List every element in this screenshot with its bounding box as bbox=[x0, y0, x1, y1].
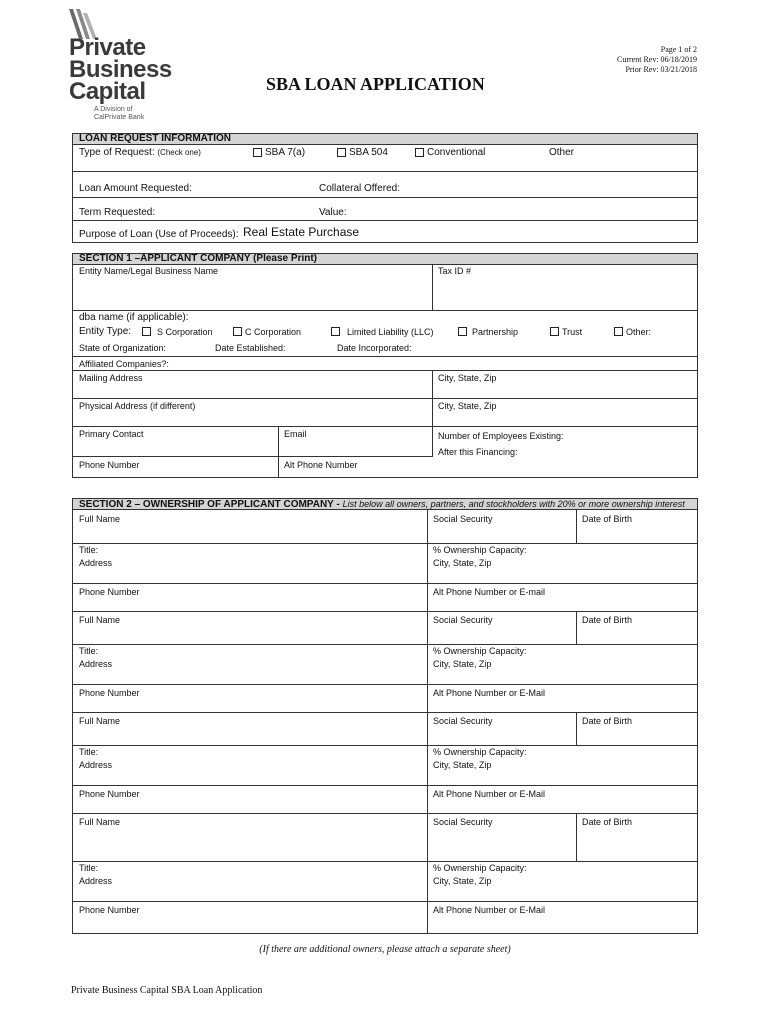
section1-header: SECTION 1 –APPLICANT COMPANY (Please Print) bbox=[73, 254, 697, 265]
section2-header: SECTION 2 – OWNERSHIP OF APPLICANT COMPANY - List below all owners, partners, and stockholders with 20% or more ownership interest bbox=[73, 499, 697, 510]
partnership-label: Partnership bbox=[472, 327, 519, 337]
collateral-field[interactable]: Collateral Offered: bbox=[319, 183, 400, 194]
state-org-field[interactable]: State of Organization: bbox=[79, 343, 167, 353]
owner-full-name-field[interactable]: Full Name bbox=[79, 615, 121, 625]
llc-checkbox[interactable] bbox=[331, 327, 340, 336]
owner-title-field[interactable]: Title: bbox=[79, 747, 99, 757]
email-field[interactable]: Email bbox=[284, 429, 307, 439]
owner-full-name-field[interactable]: Full Name bbox=[79, 817, 121, 827]
trust-label: Trust bbox=[562, 327, 583, 337]
term-field[interactable]: Term Requested: bbox=[79, 207, 156, 218]
c-corp-checkbox[interactable] bbox=[233, 327, 242, 336]
sba7a-label: SBA 7(a) bbox=[265, 147, 306, 158]
s-corp-label: S Corporation bbox=[157, 327, 213, 337]
employees-field[interactable]: Number of Employees Existing: bbox=[438, 431, 564, 441]
owner-ssn-field[interactable]: Social Security bbox=[433, 716, 493, 726]
entity-type-label: Entity Type: bbox=[79, 326, 132, 337]
other-entity-checkbox[interactable] bbox=[614, 327, 623, 336]
owner-phone-field[interactable]: Phone Number bbox=[79, 587, 140, 597]
owner-alt-phone-field[interactable]: Alt Phone Number or E-mail bbox=[433, 587, 546, 597]
owner-city-field[interactable]: City, State, Zip bbox=[433, 558, 492, 568]
owner-alt-phone-field[interactable]: Alt Phone Number or E-Mail bbox=[433, 905, 546, 915]
owner-title-field[interactable]: Title: bbox=[79, 646, 99, 656]
tax-id-field[interactable]: Tax ID # bbox=[438, 266, 472, 276]
purpose-label: Purpose of Loan (Use of Proceeds): bbox=[79, 229, 239, 240]
sba7a-checkbox[interactable] bbox=[253, 148, 262, 157]
owner-alt-phone-field[interactable]: Alt Phone Number or E-Mail bbox=[433, 789, 546, 799]
city-state-zip-field[interactable]: City, State, Zip bbox=[438, 373, 497, 383]
phone-field[interactable]: Phone Number bbox=[79, 460, 140, 470]
owner-city-field[interactable]: City, State, Zip bbox=[433, 760, 492, 770]
owner-alt-phone-field[interactable]: Alt Phone Number or E-Mail bbox=[433, 688, 546, 698]
owner-ownership-field[interactable]: % Ownership Capacity: bbox=[433, 545, 527, 555]
loan-amount-field[interactable]: Loan Amount Requested: bbox=[79, 183, 192, 194]
document-title: SBA LOAN APPLICATION bbox=[266, 74, 485, 94]
physical-city-field[interactable]: City, State, Zip bbox=[438, 401, 497, 411]
company-logo: Private Business Capital bbox=[69, 34, 172, 105]
owner-phone-field[interactable]: Phone Number bbox=[79, 905, 140, 915]
owner-dob-field[interactable]: Date of Birth bbox=[582, 817, 633, 827]
affiliated-field[interactable]: Affiliated Companies?: bbox=[79, 359, 169, 369]
owner-ssn-field[interactable]: Social Security bbox=[433, 615, 493, 625]
mailing-address-field[interactable]: Mailing Address bbox=[79, 373, 143, 383]
revision-info: Page 1 of 2 Current Rev: 06/18/2019 Prior Rev: 03/21/2018 bbox=[617, 45, 697, 74]
trust-checkbox[interactable] bbox=[550, 327, 559, 336]
owner-address-field[interactable]: Address bbox=[79, 760, 113, 770]
sba504-label: SBA 504 bbox=[349, 147, 388, 158]
owner-dob-field[interactable]: Date of Birth bbox=[582, 716, 633, 726]
type-of-request-label: Type of Request: (Check one) bbox=[79, 147, 201, 158]
other-entity-label: Other: bbox=[626, 327, 652, 337]
owner-dob-field[interactable]: Date of Birth bbox=[582, 514, 633, 524]
c-corp-label: C Corporation bbox=[245, 327, 302, 337]
owner-full-name-field[interactable]: Full Name bbox=[79, 716, 121, 726]
loan-request-header: LOAN REQUEST INFORMATION bbox=[73, 134, 697, 145]
alt-phone-field[interactable]: Alt Phone Number bbox=[284, 460, 358, 470]
owner-city-field[interactable]: City, State, Zip bbox=[433, 659, 492, 669]
logo-subtitle: A Division of CalPrivate Bank bbox=[94, 106, 145, 121]
after-financing-field[interactable]: After this Financing: bbox=[438, 447, 518, 457]
owner-ownership-field[interactable]: % Ownership Capacity: bbox=[433, 646, 527, 656]
partnership-checkbox[interactable] bbox=[458, 327, 467, 336]
dba-field[interactable]: dba name (if applicable): bbox=[79, 312, 189, 323]
owner-title-field[interactable]: Title: bbox=[79, 545, 99, 555]
owner-dob-field[interactable]: Date of Birth bbox=[582, 615, 633, 625]
physical-address-field[interactable]: Physical Address (if different) bbox=[79, 401, 196, 411]
owner-title-field[interactable]: Title: bbox=[79, 863, 99, 873]
sba504-checkbox[interactable] bbox=[337, 148, 346, 157]
value-field[interactable]: Value: bbox=[319, 207, 347, 218]
purpose-value[interactable]: Real Estate Purchase bbox=[243, 225, 360, 239]
owner-ownership-field[interactable]: % Ownership Capacity: bbox=[433, 863, 527, 873]
owner-ssn-field[interactable]: Social Security bbox=[433, 514, 493, 524]
page-footer: Private Business Capital SBA Loan Application bbox=[71, 985, 263, 996]
owner-city-field[interactable]: City, State, Zip bbox=[433, 876, 492, 886]
owner-ownership-field[interactable]: % Ownership Capacity: bbox=[433, 747, 527, 757]
s-corp-checkbox[interactable] bbox=[142, 327, 151, 336]
other-label: Other bbox=[549, 147, 575, 158]
additional-owners-note: (If there are additional owners, please attach a separate sheet) bbox=[259, 944, 511, 955]
owner-address-field[interactable]: Address bbox=[79, 659, 113, 669]
owner-phone-field[interactable]: Phone Number bbox=[79, 789, 140, 799]
conventional-label: Conventional bbox=[427, 147, 486, 158]
llc-label: Limited Liability (LLC) bbox=[347, 327, 434, 337]
owner-address-field[interactable]: Address bbox=[79, 558, 113, 568]
entity-name-field[interactable]: Entity Name/Legal Business Name bbox=[79, 266, 219, 276]
owner-ssn-field[interactable]: Social Security bbox=[433, 817, 493, 827]
date-incorporated-field[interactable]: Date Incorporated: bbox=[337, 343, 412, 353]
owner-phone-field[interactable]: Phone Number bbox=[79, 688, 140, 698]
owner-full-name-field[interactable]: Full Name bbox=[79, 514, 121, 524]
date-established-field[interactable]: Date Established: bbox=[215, 343, 286, 353]
primary-contact-field[interactable]: Primary Contact bbox=[79, 429, 144, 439]
conventional-checkbox[interactable] bbox=[415, 148, 424, 157]
owner-address-field[interactable]: Address bbox=[79, 876, 113, 886]
